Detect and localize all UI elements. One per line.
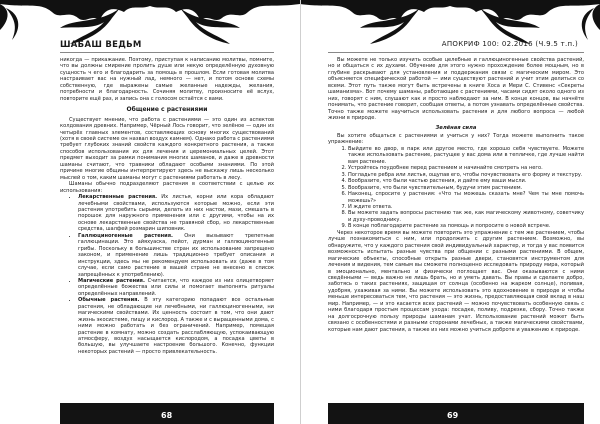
- list-item: 8. Вы можете задать вопросы растению так же, как магическому животному, советчику и духу-проводнику.: [348, 210, 584, 223]
- exercise-steps-list: [328, 146, 584, 230]
- list-item: 1. Выйдите во двор, в парк или другое место, где хорошо себя чувствуете. Можете также использовать растение, растущее у вас дома или в тепличке, где лучше найти вам растение.: [348, 146, 584, 165]
- plant-types-list: [60, 194, 274, 355]
- list-item: • Обычные растения. В эту категорию попадают все остальные растения, не обладающие ни лечебными, ни галлюциногенными, ни магическими свойствами. Их ценность состоит в том, что они дают жизнь экосистеме, пищу и кислород. А также и с выращенными дома, с ними можно работать и без ограничений. Например, помещая растение в комнату, можно создать расслабляющую, успокаивающую атмосферу, воздух насыщается кислородом, а посадка цветы в большую, вы улучшаете настроение большого. Конечно, функции некоторых растений — просто привлекательность.: [78, 297, 274, 355]
- list-item: 2. Устройтесь поудобнее перед растением и начинайте смотреть на него.: [348, 165, 584, 171]
- paragraph: Существует мнение, что работа с растениями — это один из аспектов колдования древних. Например, Чёрный Лось говорит, что зелёное — один из четырёх главных элементов, составляющих основу многих существований (хотя в своей системе он назвал воздух камнем). Однако работа с растениями требует глубоких знаний свойств каждого конкретного растения, а также способов использования их для лечения и церемониальных целей. Этот предмет выходит за рамки понимания многих шаманов, и даже в древности шаманы считают, что травники обладают особыми знаниями. По этой причине многие общины интерпретируют здесь не выскажу лишь несколько мыслей о том, каким шаманы могут с растениями работать в лесу.: [60, 116, 274, 181]
- list-item: • Галлюциногенные растения. Они вызывают трепетные галлюцинации. Это айяхуаска, пейот, дурман и галлюциногенные грибы. Поскольку в большинстве стран их использование запрещено законом, и применение лишь традиционно требует описания и инструкции, здесь мы не рекомендуем использовать их (даже в том случае, если само растение в вашей стране не внесено в список запрещённых к употреблению).: [78, 233, 274, 278]
- paragraph: никогда — прикажание. Поэтому, приступая к написанию молитвы, помните, что вы должны смирение пролить душе или некую определённую духовную сущность ч его и благодарить за помощь в прошлом. Если готовая молитва настраивает вас на нужный лад, немного — нет, и потом основе схемы собственную, где выражены самые желанные надежды, желания, потребности и благодарность. Сочиняя молитву, произносите её вслух, повторите ещё раз, и запись она с голосом остаётся с вами.: [60, 57, 274, 102]
- header-rule: [328, 52, 584, 53]
- list-item: • Магические растения. Считается, что каждое из них олицетворяет определённые божества или силы и помогает выполнять ритуалы определённых направлений.: [78, 278, 274, 297]
- list-item: 7. И ждите ответа.: [348, 204, 584, 210]
- paragraph: Шаманы обычно подразделяют растения в соответствии с целью их использования:: [60, 181, 274, 194]
- running-header-left: ШАБАШ ВЕДЬМ: [60, 40, 142, 50]
- header-rule: [60, 52, 274, 53]
- paragraph: Через некоторое время вы можете повторить это упражнение с тем же растением, чтобы лучше познакомиться с ним, или продолжить с другим растением. Возможно, вы обнаружите, что у каждого растения свой индивидуальный характер, и тогда у вас появится возможность испытать разные чувства при общении с разными растениями. В общем, магические объекты, способные открыть разные двери, становятся инструментом для лечения и видения, тем самым вы сможете полноценно исследовать природу мира, который в эмоционально, ментально и физически поглощает вас. Они оказываются с ними сведёнными — ведь важно не лишь брать, но и уметь давать. Вы правы и сделаете добро, заботясь о таких растениях, защищая от солнца (особенно на жарком солнце), поливая, удобряя, ухаживая за ними. Вы можете использовать это вдохновение в природе и чтобы меньше интересоваться тем, что растения — это жизнь, предоставляющая свой вклад в наш мир. Например, — и это касается всех растений — можно почувствовать особенную связь с ними благодаря простым процессам ухода: посадке, поливу, подрезке, сбору. Точно также на долгосрочную пользу природы шаманам учат. Использование растений может быть связано с особенностями и разными сторонами лечебных, а также магическими свойствами, которые нам дают растения, а также из них можно учиться доброте и уважению к природе.: [328, 229, 584, 333]
- list-item: 6. Наконец, спросите у растения: «Что ты можешь сказать мне? Чем ты мне помочь можешь?»: [348, 191, 584, 204]
- right-page: [300, 0, 600, 424]
- page-number-right: 69: [447, 411, 459, 420]
- running-header-right: АПОКРИФ 100: 02.2016 (Ч.9.5 т.п.): [441, 40, 578, 48]
- list-item: 9. В конце поблагодарите растение за помощь и попросите о новой встрече.: [348, 223, 584, 229]
- list-item: 4. Вообразите, что были частью растения, и дайте ему ваши мысли.: [348, 178, 584, 184]
- section-title: Общение с растениями: [126, 106, 208, 114]
- right-body-text: [328, 57, 584, 333]
- list-item: 5. Вообразите, что были чувствительным, будучи этим растением.: [348, 185, 584, 191]
- subsection-title: Зелёная сила: [435, 124, 477, 131]
- paragraph: Вы можете не только изучить особые целебные и галлюциногенные свойства растений, но и общаться с их духами. Обучение для этого нужно прохождение более мощным, но в глубине раскрывают для установления и поддержания связи с магическим миром. Это объясняется специфической работой — ими существуют растений и учит этим делиться со всеми. Этот путь также могут быть встречены в книге Хоса и Мери С. Стивенс «Секреты шаманизма». Вот почему шаманы, работающие с растениями, часами сидят около одного из них, говорят с ним, слушают как и просто наблюдают за ним. В конце концов, вы начнёте понимать, что растение говорит, сообщая ответы, а потом узнавать определённые свойства. Точно также можете научиться использовать растения и для любого вопроса — любой жизни в природе.: [328, 57, 584, 122]
- list-item: • Лекарственные растения. Их листья, корни или кора обладают лечебными свойствами, используются которые можно, если эти растения употребить сырыми, делать из них настои, мази, смешать в порошок для наружного применения или с другими, чтобы на их основе лекарственные свойства не травяной сбор, но лекарственные средства, шалфей розмарин шиповник.: [78, 194, 274, 233]
- left-body-text: [60, 57, 274, 355]
- paragraph: Вы хотите общаться с растениями и учиться у них? Тогда можете выполнить такое упражнение:: [328, 132, 584, 146]
- list-item: 3. Погладьте ребра или листья, ощупав его, чтобы почувствовать его форму и текстуру.: [348, 172, 584, 178]
- page-number-left: 68: [161, 411, 173, 420]
